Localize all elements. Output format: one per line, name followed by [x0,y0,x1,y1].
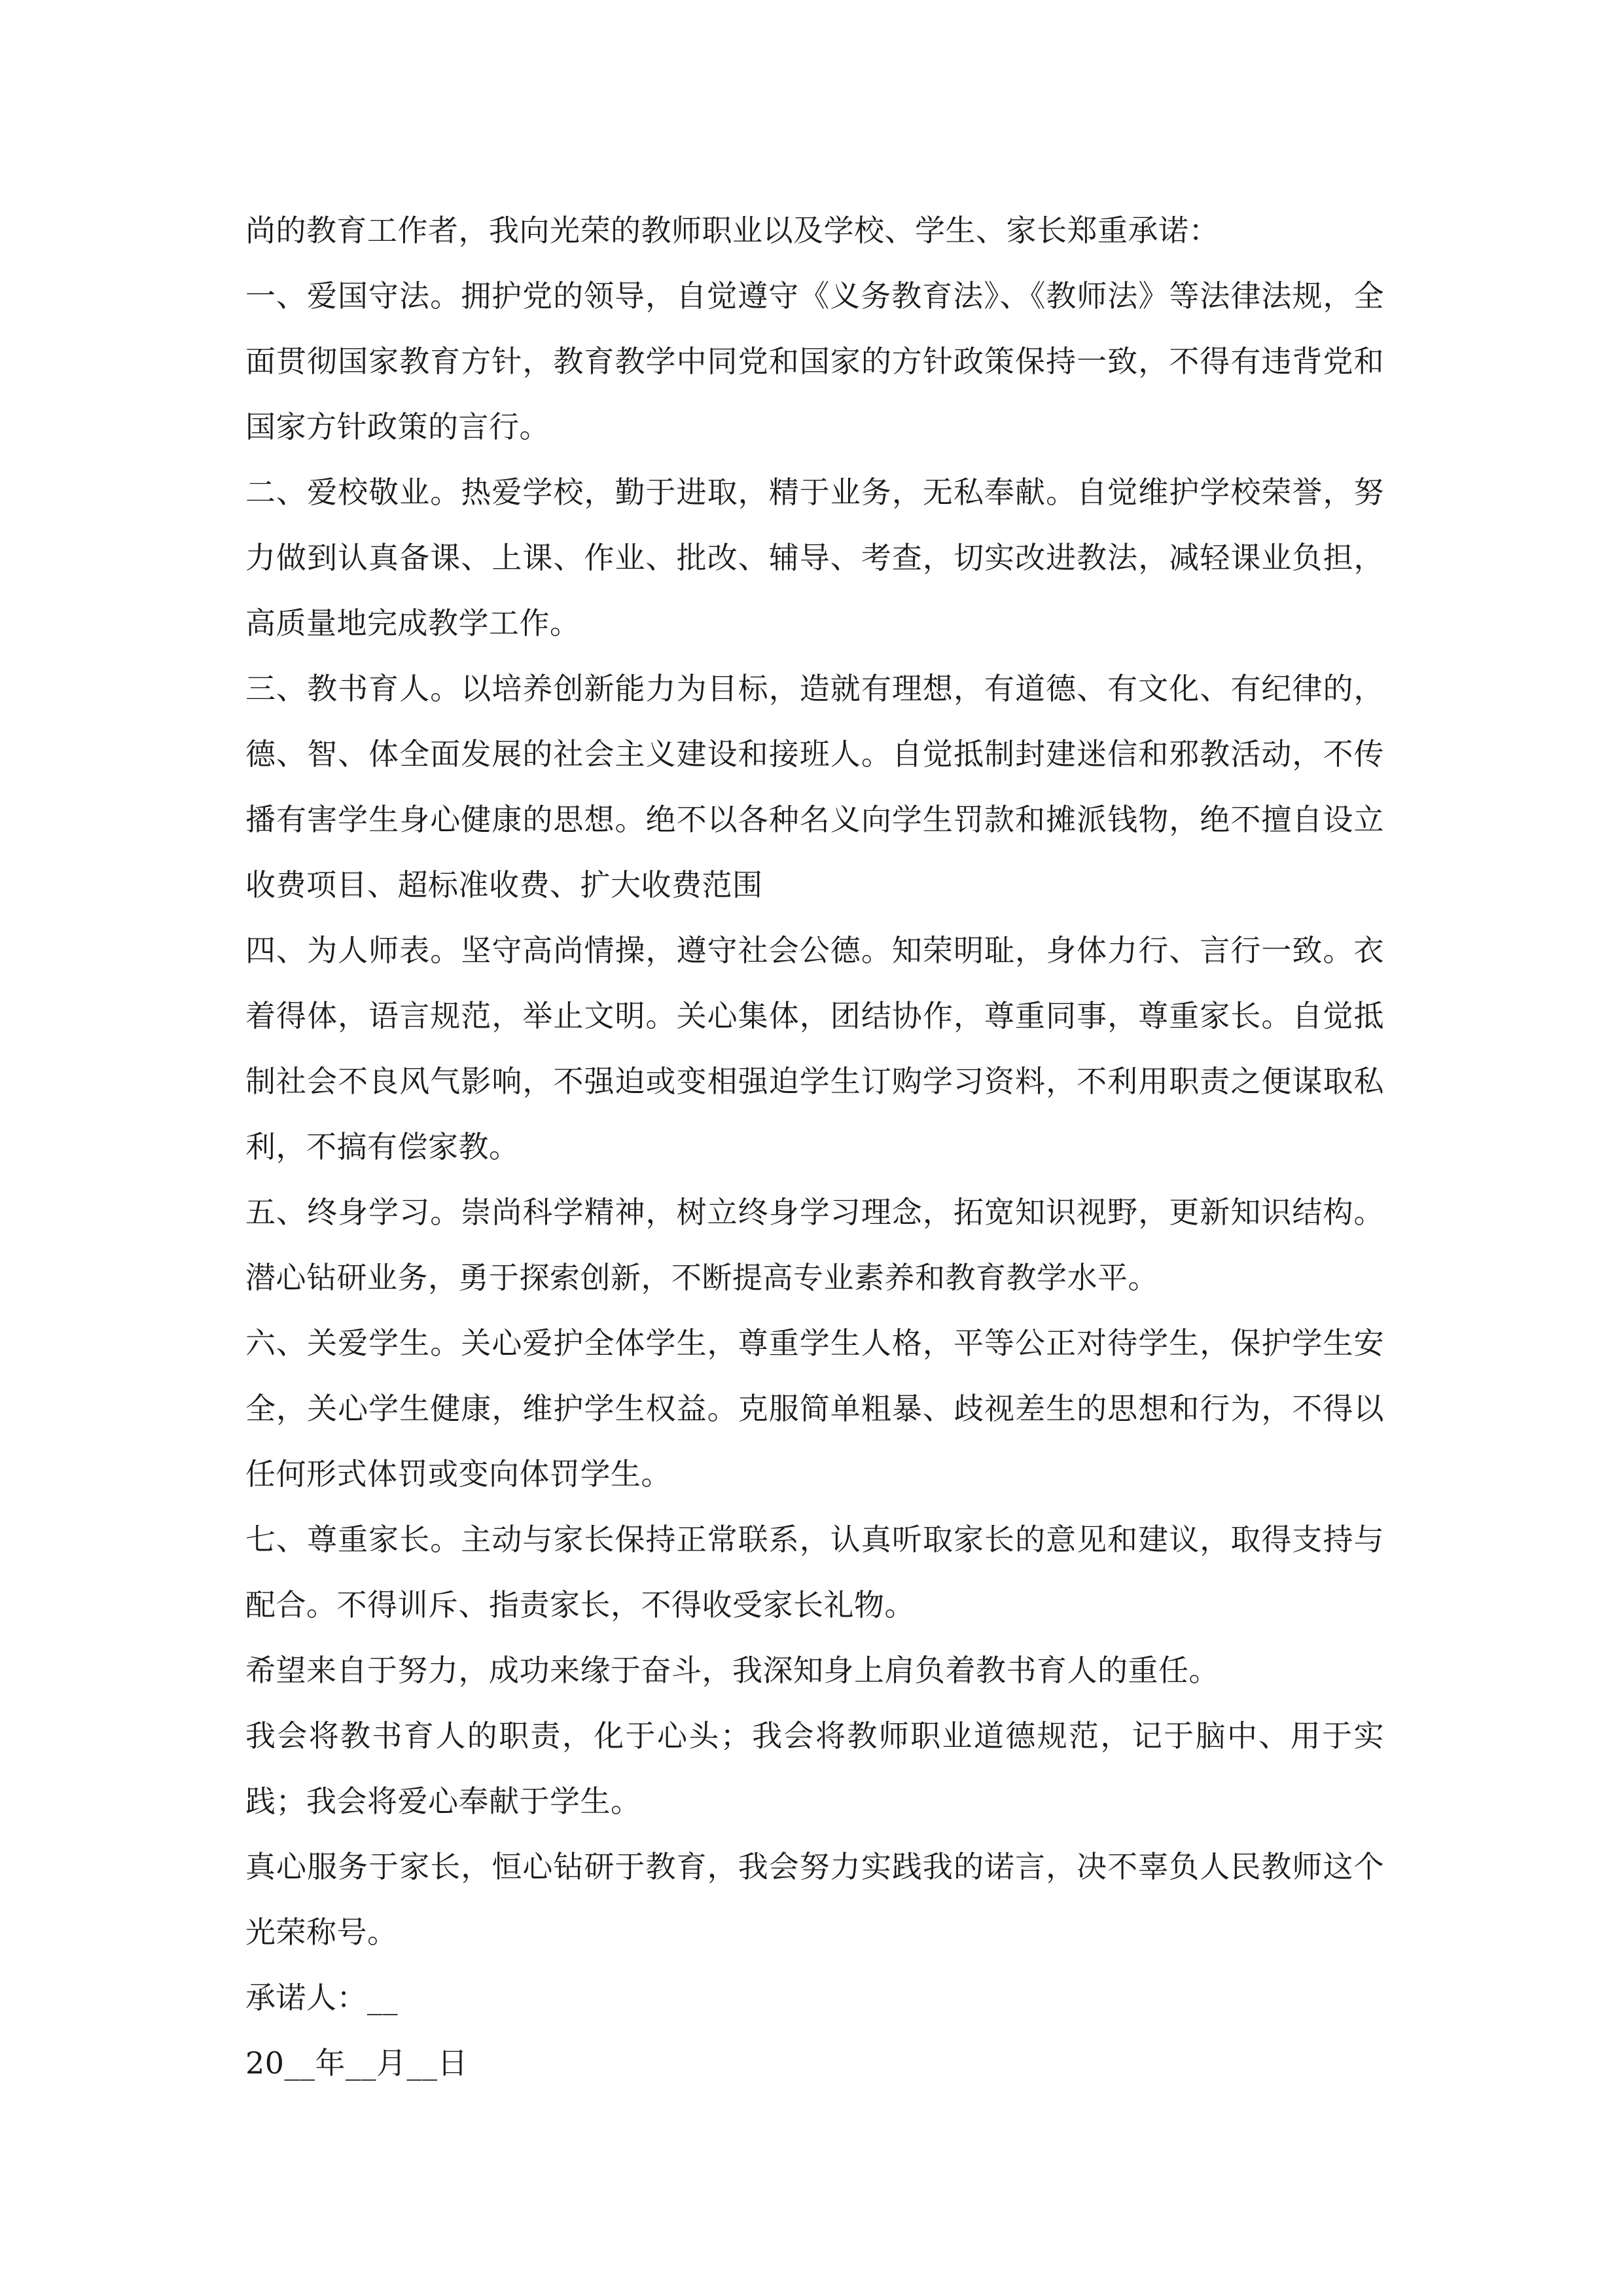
paragraph-closing-1: 希望来自于努力，成功来缘于奋斗，我深知身上肩负着教书育人的重任。 [245,1653,1219,1688]
paragraph-pledge-4: 四、为人师表。坚守高尚情操，遵守社会公德。知荣明耻，身体力行、言行一致。衣着得体，语言规范，举止文明。关心集体，团结协作，尊重同事，尊重家长。自觉抵制社会不良风气影响，不强迫或变相强迫学生订购学习资料，不利用职责之便谋取私利，不搞有偿家教。 [245,933,1384,1164]
paragraph-pledge-6: 六、关爱学生。关心爱护全体学生，尊重学生人格，平等公正对待学生，保护学生安全，关心学生健康，维护学生权益。克服简单粗暴、歧视差生的思想和行为，不得以任何形式体罚或变向体罚学生。 [245,1325,1384,1492]
paragraph-closing-3: 真心服务于家长，恒心钻研于教育，我会努力实践我的诺言，决不辜负人民教师这个光荣称号。 [245,1849,1384,1950]
paragraph-pledge-3: 三、教书育人。以培养创新能力为目标，造就有理想，有道德、有文化、有纪律的，德、智、体全面发展的社会主义建设和接班人。自觉抵制封建迷信和邪教活动，不传播有害学生身心健康的思想。绝不以各种名义向学生罚款和摊派钱物，绝不擅自设立收费项目、超标准收费、扩大收费范围 [245,671,1384,903]
document-body [245,198,1384,2096]
paragraph-pledge-2: 二、爱校敬业。热爱学校，勤于进取，精于业务，无私奉献。自觉维护学校荣誉，努力做到认真备课、上课、作业、批改、辅导、考查，切实改进教法，减轻课业负担，高质量地完成教学工作。 [245,475,1384,641]
paragraph-intro: 尚的教育工作者，我向光荣的教师职业以及学校、学生、家长郑重承诺： [245,213,1219,248]
paragraph-pledge-7: 七、尊重家长。主动与家长保持正常联系，认真听取家长的意见和建议，取得支持与配合。不得训斥、指责家长，不得收受家长礼物。 [245,1522,1384,1623]
paragraph-pledge-5: 五、终身学习。崇尚科学精神，树立终身学习理念，拓宽知识视野，更新知识结构。潜心钻研业务，勇于探索创新，不断提高专业素养和教育教学水平。 [245,1194,1384,1295]
paragraph-closing-2: 我会将教书育人的职责，化于心头；我会将教师职业道德规范，记于脑中、用于实践；我会将爱心奉献于学生。 [245,1718,1384,1819]
signature-line: 承诺人：__ [245,1980,398,2015]
paragraph-pledge-1: 一、爱国守法。拥护党的领导，自觉遵守《义务教育法》、《教师法》等法律法规，全面贯彻国家教育方针，教育教学中同党和国家的方针政策保持一致，不得有违背党和国家方针政策的言行。 [245,278,1384,444]
date-line: 20__年__月__日 [245,2045,469,2081]
